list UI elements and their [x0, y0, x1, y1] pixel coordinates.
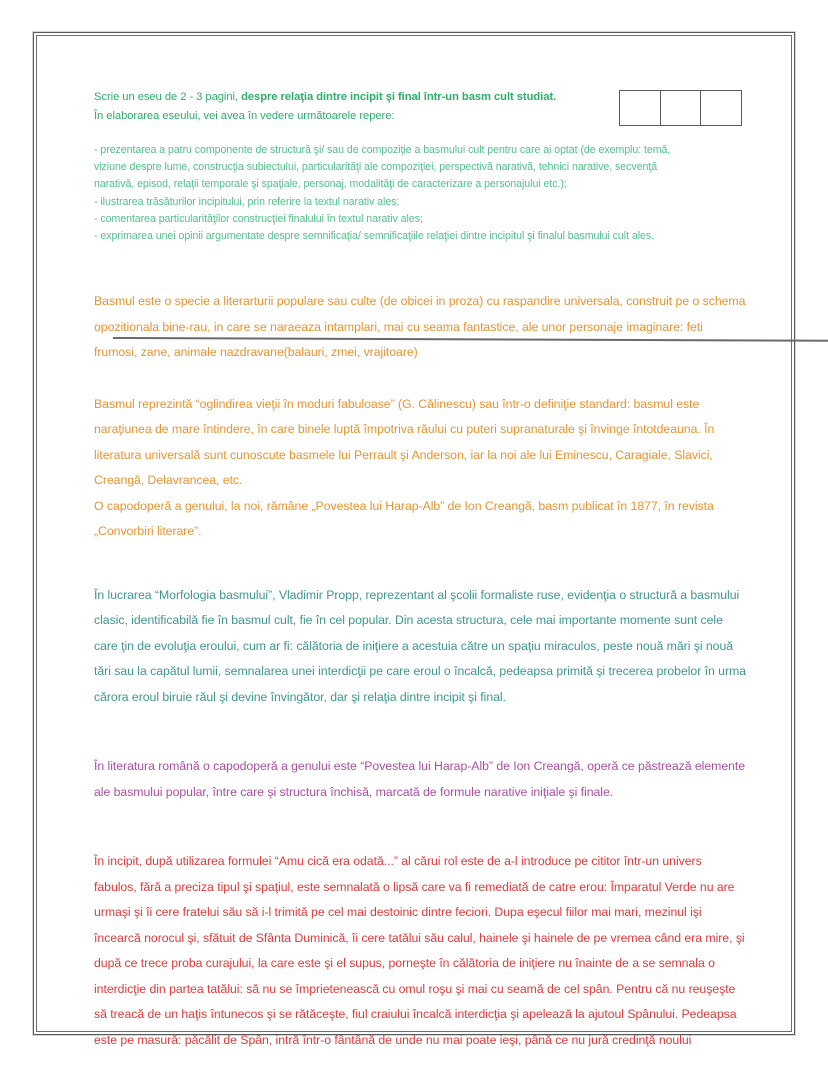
spacer — [94, 805, 734, 849]
paragraph-literatura-romana: În literatura română o capodoperă a genului este “Povestea lui Harap-Alb” de Ion Creangă, operă ce păstrează elemente ale basmului popular, între care şi structura închisă, marcată de formule narative iniţiale şi finale. — [94, 759, 746, 799]
answer-box-3[interactable] — [700, 90, 742, 126]
paragraph-incipit-analysis: În incipit, după utilizarea formulei “Amu cică era odată...” al cărui rol este de a-l introduce pe cititor într-un univers fabulos, fără a preciza tipul şi spaţiul, este semnalată o lipsă care va fi remediată de catre erou: Împaratul Verde nu are urmaşi şi îi cere fratelui său să i-l trimită pe cel mai destoinic dintre feciori. Dupa eşecul fiilor mai mari, mezinul işi încearcă norocul şi, sfătuit de Sfânta Duminică, îi cere tatălui său calul, hainele şi hainele de pe vremea când era mire, şi după ce trece proba curajului, la care este şi el supus, porneşte în călătoria de iniţiere nu înainte de a se semnala o interdicţie din partea tatălui: să nu se împrietenească cu omul roşu şi mai cu seamă de cel spân. Pentru că nu reuşeşte să treacă de un haţis întunecos şi se rătăceşte, fiul craiului încalcă interdicţia şi apelează la ajutoul Spânului. Pedeapsa este pe masură: păcălit de Spân, intră într-o fântână de unde nu mai poate ieşi, până ce nu jură credinţă noului — [94, 854, 745, 1047]
repere-list — [94, 142, 684, 245]
paragraph-basm-definition-popular: Basmul este o specie a literarturii populare sau culte (de obicei in proza) cu raspandire universala, construit pe o schema opozitionala bine-rau, in care se naraeaza intamplari, mai cu seama fantastice, ale unor personaje imaginare: feti frumosi, zane, animale nazdravane(balauri, zmei, vrajitoare) — [94, 294, 746, 360]
document-content — [94, 88, 746, 1053]
repere-item-3: - comentarea particularităţilor construcţiei finalului în textul narativ ales; — [94, 212, 423, 225]
repere-item-1: - prezentarea a patru componente de structură şi/ sau de compoziţie a basmului cult pentru care ai optat (de exemplu: temă, viziune despre lume, construcţia subiectului, particularităţi ale compoziţiei, perspectivă narativă, tehnici narative, secvenţă narativă, episod, relaţii temporale şi spaţiale, personaj, modalităţi de caracterizare a personajului etc.); — [94, 144, 671, 191]
paragraph-propp-morfologia: În lucrarea “Morfologia basmului”, Vladimir Propp, reprezentant al şcolii formaliste ruse, evidenţia o structură a basmului clasic, identificabilă fie în basmul cult, fie în cel popular. Din acesta structura, cele mai importante momente sunt cele care ţin de evoluţia eroului, cum ar fi: călătoria de iniţiere a acestuia către un spaţiu miraculos, peste nouă mări şi nouă tări sau la capătul lumii, semnalarea unei interdicţii pe care eroul o încalcă, pedeapsa primită şi trecerea probelor în urma cărora eroul biruie răul şi devine învingător, dar şi relaţia dintre incipit şi final. — [94, 587, 746, 704]
paragraph-harap-alb-1877: O capodoperă a genului, la noi, rămâne „Povestea lui Harap-Alb” de Ion Creangă, basm publicat în 1877, în revista „Convorbiri literare”. — [94, 498, 714, 539]
prompt-intro-bold: despre relaţia dintre incipit şi final într-un basm cult studiat. — [241, 91, 557, 103]
prompt-intro-part1: Scrie un eseu de 2 - 3 pagini, — [94, 91, 242, 103]
prompt-intro-part2: În elaborarea eseului, vei avea în vedere următoarele repere: — [94, 110, 395, 122]
spacer — [94, 710, 734, 754]
essay-prompt-block — [94, 88, 734, 245]
spacer — [94, 366, 734, 392]
prompt-intro-text — [94, 88, 564, 126]
spacer — [94, 245, 734, 289]
answer-box-2[interactable] — [660, 90, 702, 126]
repere-item-4: - exprimarea unei opinii argumentate despre semnificaţia/ semnificaţiile relaţiei dintre incipitul şi finalul basmului cult ales. — [94, 230, 654, 243]
repere-item-2: - ilustrarea trăsăturilor incipitului, prin referire la textul narativ ales; — [94, 195, 400, 208]
document-page — [33, 32, 795, 1047]
answer-boxes-group — [621, 90, 743, 126]
answer-box-1[interactable] — [619, 90, 661, 126]
paragraph-calinescu-definition: Basmul reprezintă “oglindirea vieţii în moduri fabuloase” (G. Călinescu) sau într-o definiţie standard: basmul este naraţiunea de mare întindere, în care binele luptă împotriva răului cu puteri supranaturale şi învinge întotdeauna. În literatura universală sunt cunoscute basmele lui Perrault şi Anderson, iar la noi ale lui Eminescu, Caragiale, Slavici, Creangă, Delavrancea, etc. — [94, 396, 715, 488]
spacer — [94, 545, 734, 583]
